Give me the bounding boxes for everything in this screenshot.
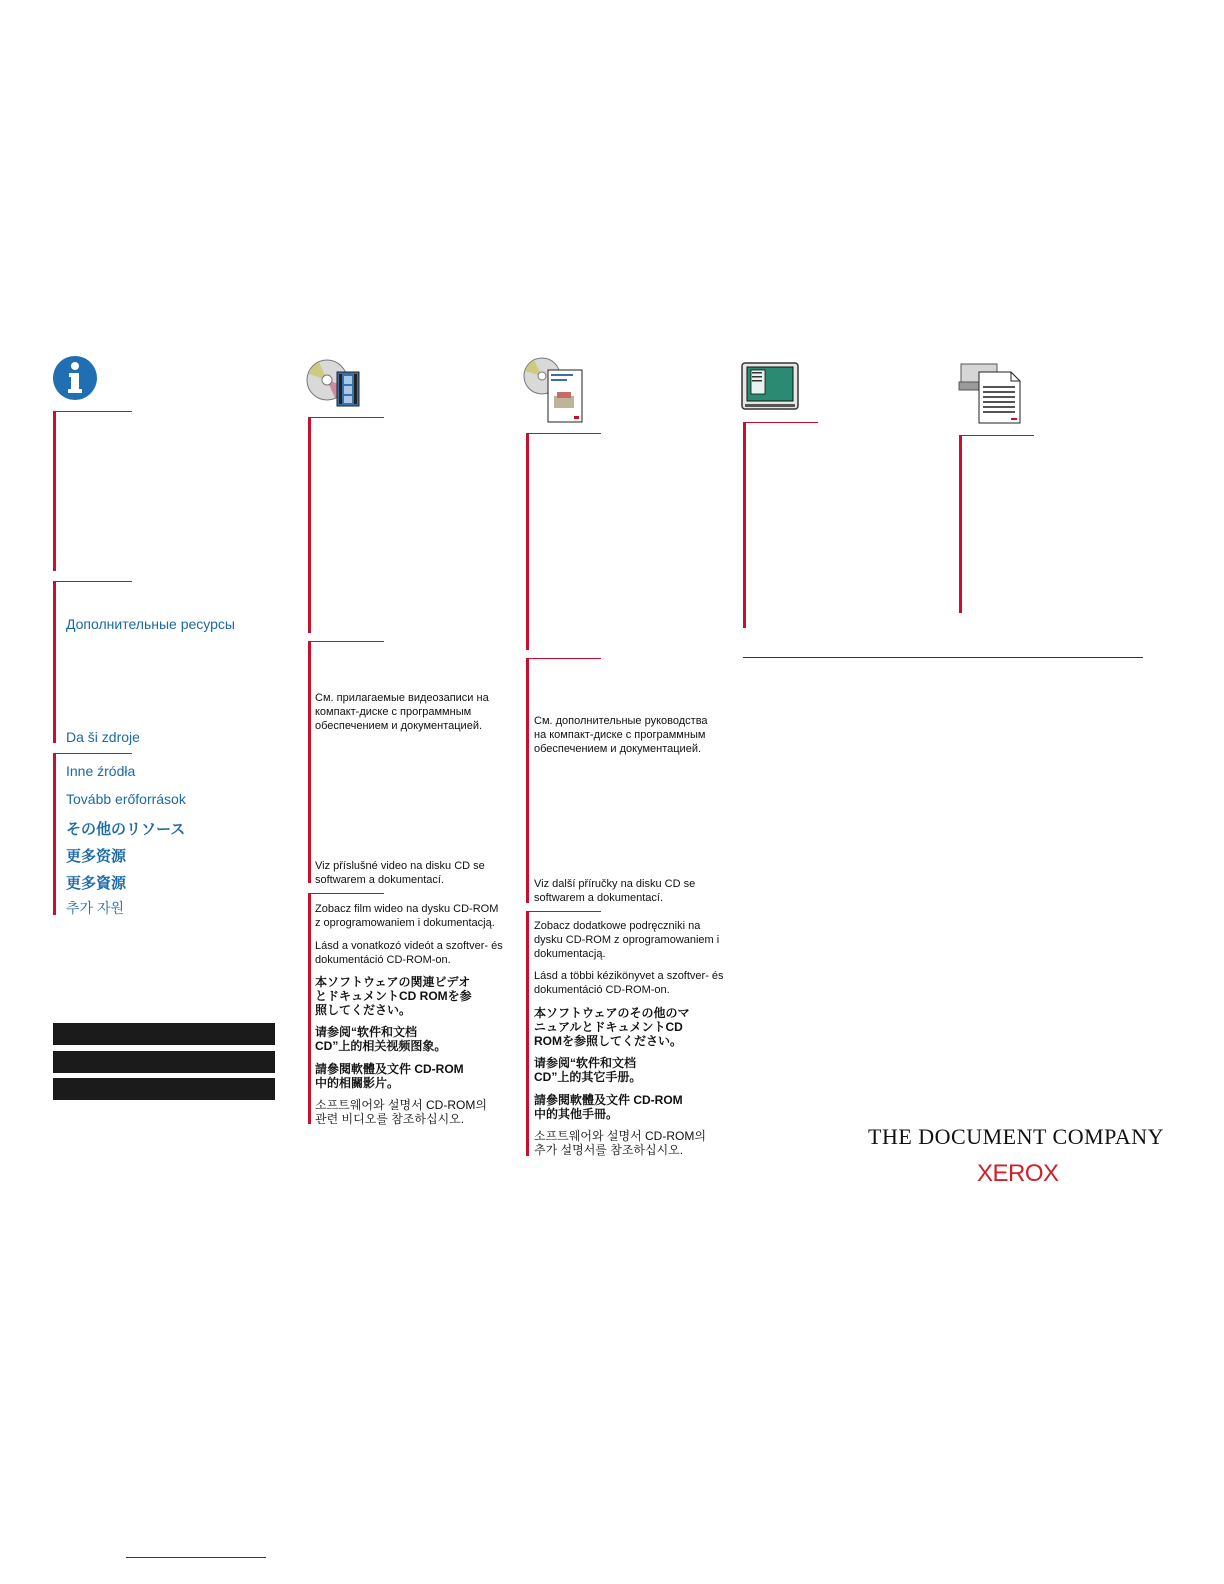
section-bar [526,658,529,903]
section-rule [745,422,818,423]
xerox-logo: XEROX [977,1160,1059,1187]
resource-label-hu: Tovább erőforrások [66,791,186,807]
section-bar [53,581,56,743]
manual-note-pl: Zobacz dodatkowe podręczniki na dysku CD-ROM z oprogramowaniem i dokumentacją. [534,920,720,960]
black-bar [53,1023,275,1045]
video-cd-icon [305,358,361,408]
manual-note-ko: 소프트웨어와 설명서 CD-ROM의 추가 설명서를 참조하십시오. [534,1129,706,1157]
section-rule [528,658,601,659]
tagline: THE DOCUMENT COMPANY [868,1124,1165,1149]
video-note-hu: Lásd a vonatkozó videót a szoftver- és dokumentáció CD-ROM-on. [315,940,503,966]
section-bar [959,435,962,613]
section-rule [310,417,384,418]
manual-note-zh-tw: 請參閱軟體及文件 CD-ROM 中的其他手冊。 [534,1093,683,1121]
manual-note-ru: См. дополнительные руководства на компакт-диске с программным обеспечением и документацией. [534,715,708,755]
section-bar [743,422,746,628]
section-rule [528,911,601,912]
manual-cd-icon [522,356,584,424]
footer-rule [126,1557,266,1558]
section-rule [310,641,384,642]
section-bar [526,433,529,650]
section-rule [55,753,132,754]
section-bar [526,911,529,1156]
resource-label-zh-tw: 更多資源 [66,875,127,892]
black-bar [53,1078,275,1100]
divider-line [743,657,1143,658]
manual-note-hu: Lásd a többi kézikönyvet a szoftver- és dokumentáció CD-ROM-on. [534,970,724,996]
printer-page-icon [957,358,1023,424]
resource-label-ko: 추가 자원 [66,900,124,916]
monitor-icon [741,362,799,412]
video-note-ja: 本ソフトウェアの関連ビデオとドキュメントCD ROMを参照してください。 [315,975,472,1017]
resource-label-ru: Дополнительные ресурсы [66,616,235,632]
section-bar [53,753,56,915]
manual-note-ja: 本ソフトウェアのその他のマニュアルとドキュメントCD ROMを参照してください。 [534,1006,690,1048]
resource-label-pl: Inne źródła [66,763,136,779]
manual-note-cs: Viz další příručky na disku CD se softwarem a dokumentací. [534,878,696,904]
section-bar [308,641,311,883]
video-note-cs: Viz příslušné video na disku CD se softwarem a dokumentací. [315,860,485,886]
video-note-zh-tw: 請參閱軟體及文件 CD-ROM 中的相關影片。 [315,1062,464,1090]
section-rule [528,433,601,434]
video-note-zh-cn: 请参阅“软件和文档 CD”上的相关视频图象。 [315,1025,447,1053]
info-icon [52,355,98,401]
section-bar [308,893,311,1124]
video-note-ru: См. прилагаемые видеозаписи на компакт-диске с программным обеспечением и документацией. [315,692,489,732]
resource-label-zh-cn: 更多资源 [66,848,127,865]
section-rule [55,581,132,582]
section-bar [53,411,56,571]
manual-note-zh-cn: 请参阅“软件和文档 CD”上的其它手册。 [534,1056,642,1084]
resource-label-ja: その他のリソース [66,821,186,838]
section-rule [310,893,384,894]
black-bar [53,1051,275,1073]
video-note-pl: Zobacz film wideo na dysku CD-ROM z oprogramowaniem i dokumentacją. [315,903,499,929]
section-rule [961,435,1034,436]
resource-label-cs: Da ši zdroje [66,729,140,745]
video-note-ko: 소프트웨어와 설명서 CD-ROM의 관련 비디오를 참조하십시오. [315,1098,487,1126]
section-bar [308,417,311,633]
section-rule [55,411,132,412]
